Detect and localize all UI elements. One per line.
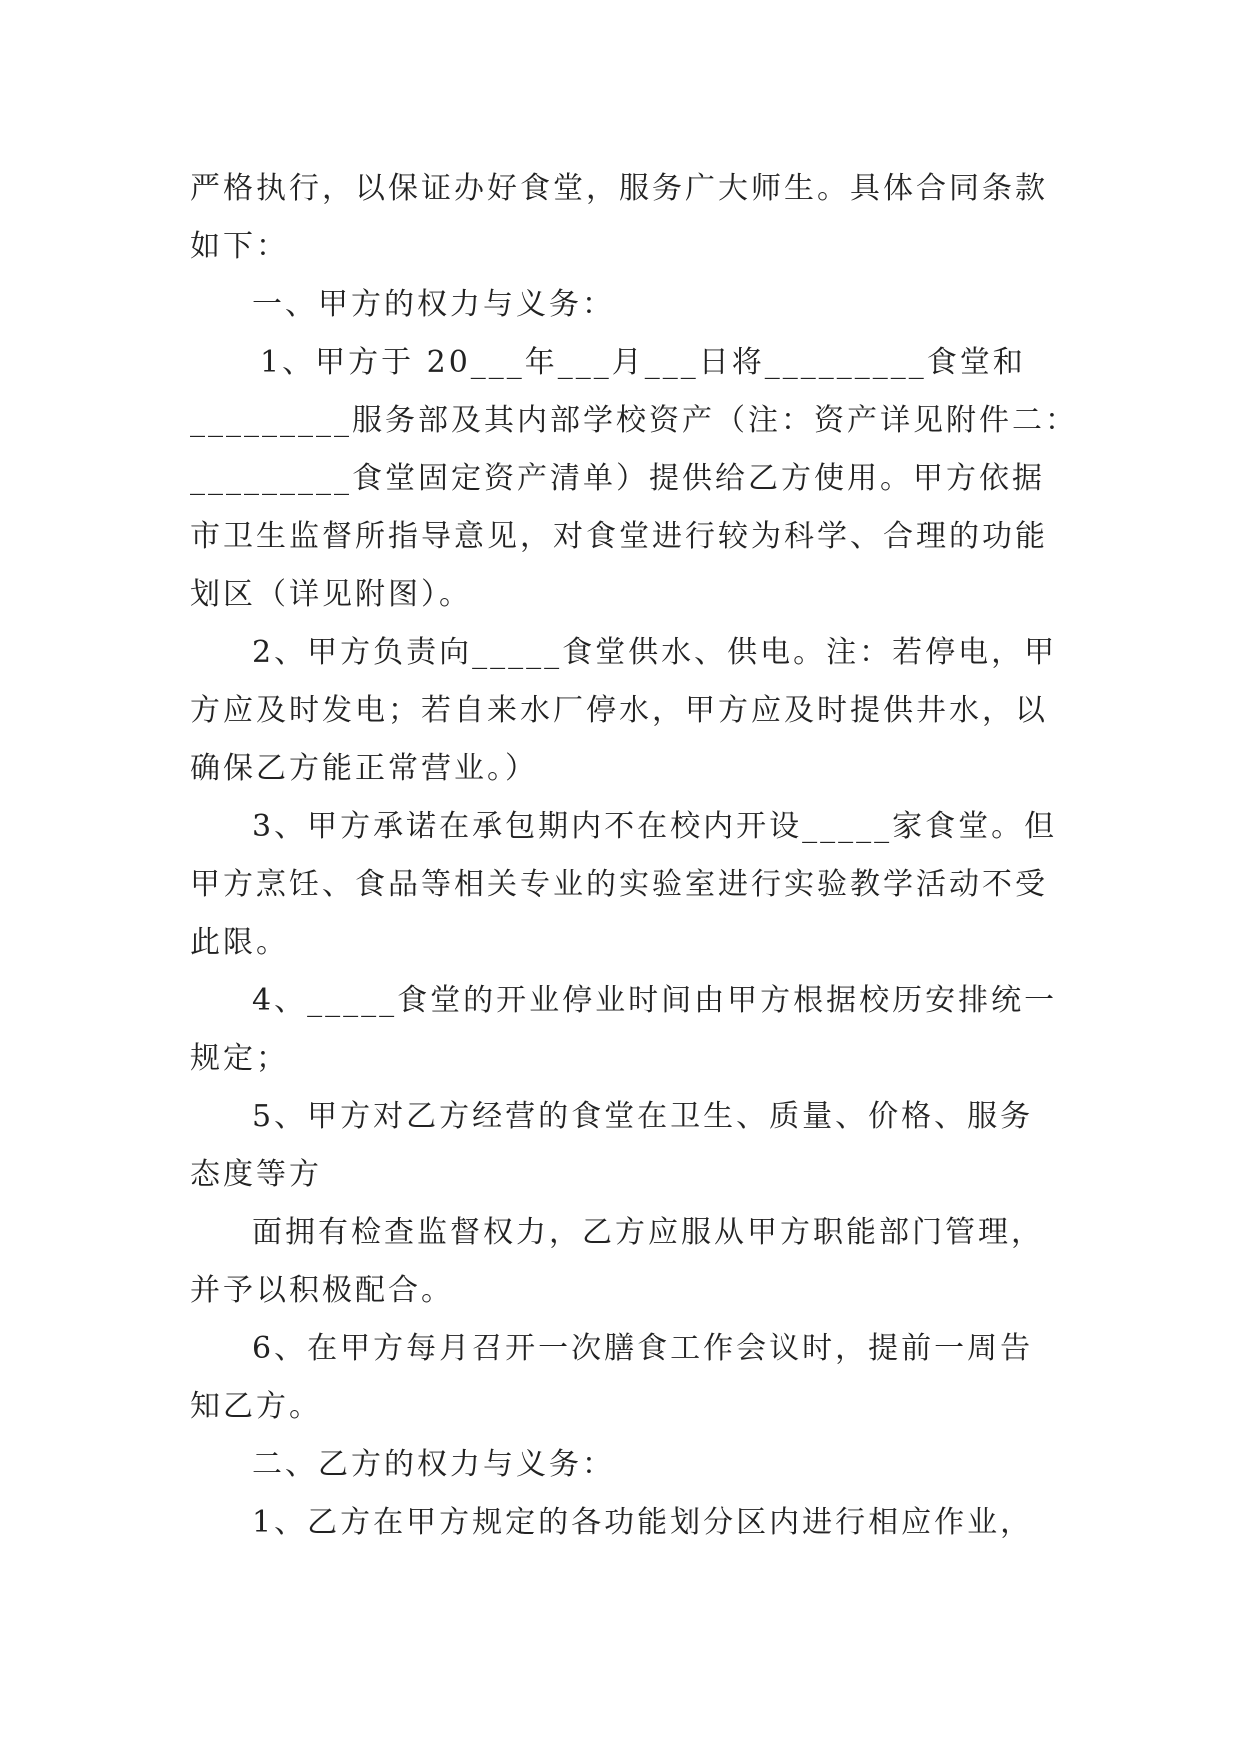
clause-line: 5、甲方对乙方经营的食堂在卫生、质量、价格、服务 xyxy=(252,1099,1034,1134)
text-line: _________食堂固定资产清单）提供给乙方使用。甲方依据 xyxy=(190,461,1045,496)
clause-line: 3、甲方承诺在承包期内不在校内开设_____家食堂。但 xyxy=(252,809,1058,844)
text-line: 面拥有检查监督权力，乙方应服从甲方职能部门管理， xyxy=(252,1215,1044,1250)
clause-line: 2、甲方负责向_____食堂供水、供电。注：若停电，甲 xyxy=(252,635,1058,670)
clause-line: 6、在甲方每月召开一次膳食工作会议时，提前一周告 xyxy=(252,1331,1034,1366)
text-line: 市卫生监督所指导意见，对食堂进行较为科学、合理的功能 xyxy=(190,519,1048,554)
text-line: 甲方烹饪、食品等相关专业的实验室进行实验教学活动不受 xyxy=(190,867,1048,902)
text-line: 规定； xyxy=(190,1041,289,1076)
clause-line: 4、_____食堂的开业停业时间由甲方根据校历安排统一 xyxy=(252,983,1058,1018)
text-line: 并予以积极配合。 xyxy=(190,1273,454,1308)
section-heading: 二、乙方的权力与义务： xyxy=(252,1447,615,1482)
text-line: 方应及时发电；若自来水厂停水，甲方应及时提供井水，以 xyxy=(190,693,1048,728)
clause-line: 1、甲方于 20___年___月___日将_________食堂和 xyxy=(260,345,1026,380)
text-line: 此限。 xyxy=(190,925,289,960)
text-line: 确保乙方能正常营业。） xyxy=(190,751,538,786)
text-line: 严格执行，以保证办好食堂，服务广大师生。具体合同条款 xyxy=(190,171,1048,206)
contract-body-text xyxy=(190,160,1078,1552)
section-heading: 一、甲方的权力与义务： xyxy=(252,287,615,322)
text-line: 知乙方。 xyxy=(190,1389,322,1424)
text-line: 划区（详见附图）。 xyxy=(190,577,472,612)
text-line: 态度等方 xyxy=(190,1157,322,1192)
clause-line: 1、乙方在甲方规定的各功能划分区内进行相应作业， xyxy=(252,1505,1034,1540)
text-line: _________服务部及其内部学校资产（注：资产详见附件二： xyxy=(190,403,1078,438)
text-line: 如下： xyxy=(190,229,289,264)
